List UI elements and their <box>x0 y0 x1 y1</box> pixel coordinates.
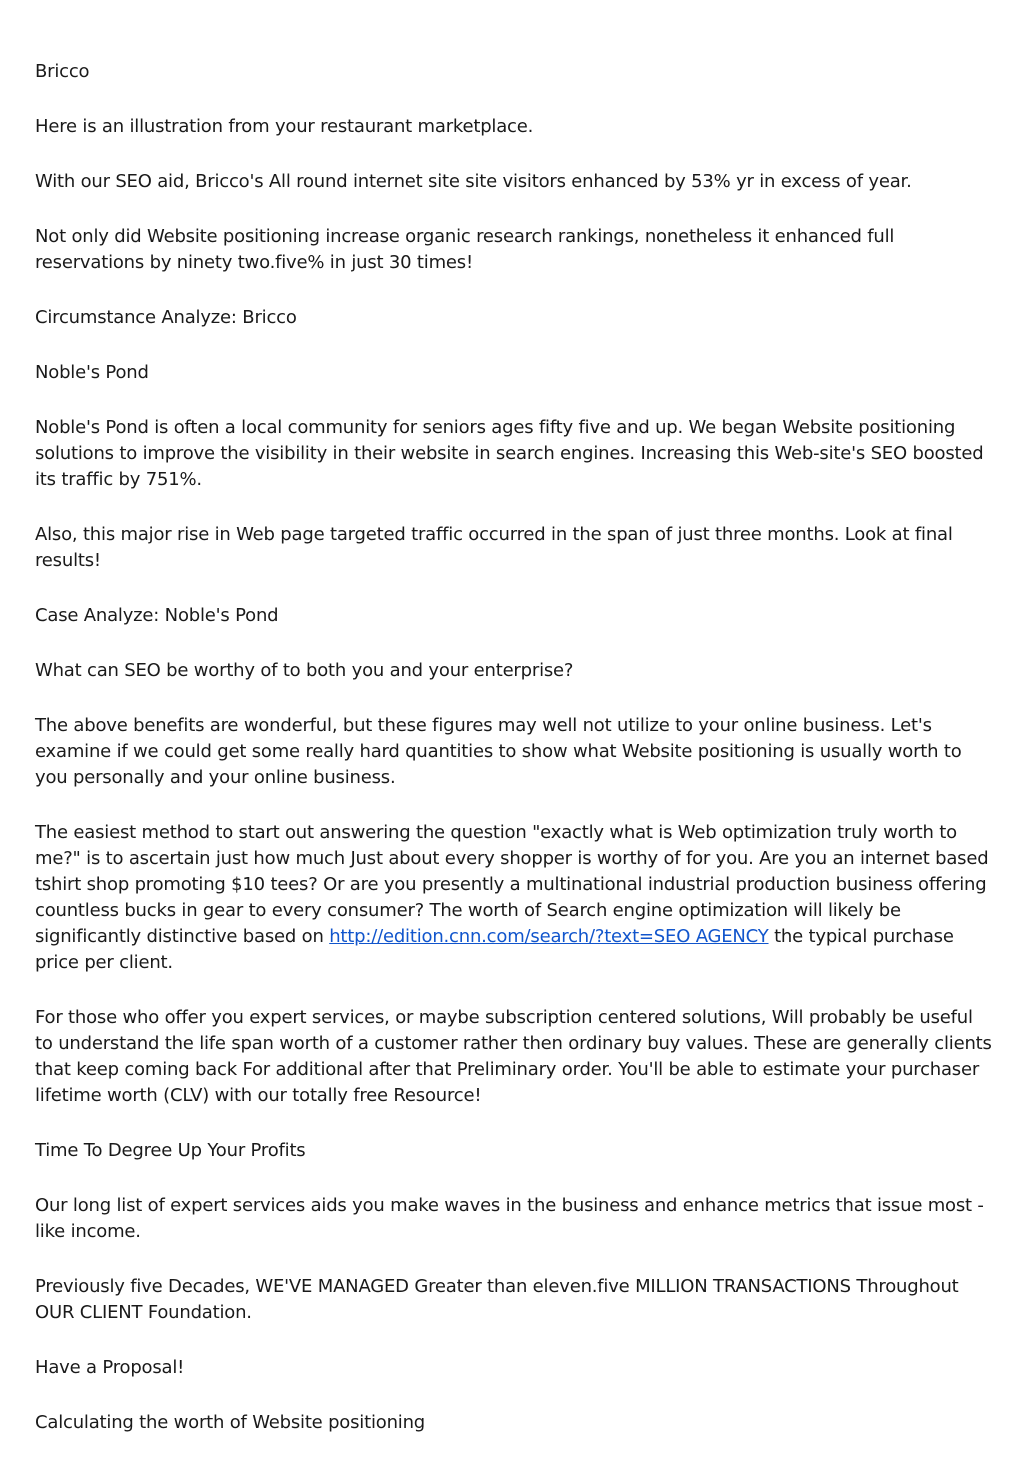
paragraph-easiest-method-tail: the typical purchase price per client. <box>35 926 954 973</box>
paragraph-benefits: The above benefits are wonderful, but these figures may well not utilize to your online business. Let's examine if we could get some really hard quantities to show what Website positioning is usually worth to you personally and your online business. <box>35 715 962 788</box>
paragraph-case-nobles-pond: Case Analyze: Noble's Pond <box>35 605 279 626</box>
paragraph-bricco-traffic: With our SEO aid, Bricco's All round internet site site visitors enhanced by 53% yr in excess of year. <box>35 171 912 192</box>
seo-agency-link[interactable]: http://edition.cnn.com/search/?text=SEO AGENCY <box>329 926 769 947</box>
paragraph-transactions: Previously five Decades, WE'VE MANAGED Greater than eleven.five MILLION TRANSACTIONS Throughout OUR CLIENT Foundation. <box>35 1276 959 1323</box>
document-body <box>35 59 993 1465</box>
paragraph-expert-services: For those who offer you expert services, or maybe subscription centered solutions, Will probably be useful to understand the life span worth of a customer rather then ordinary buy values. These are generally clients that keep coming back For additional after that Preliminary order. You'll be able to estimate your purchaser lifetime worth (CLV) with our totally free Resource! <box>35 1007 992 1106</box>
paragraph-nobles-pond-intro: Noble's Pond is often a local community for seniors ages fifty five and up. We began Website positioning solutions to improve the visibility in their website in search engines. Increasing this Web-site's SEO boosted its traffic by 751%. <box>35 417 984 490</box>
paragraph-level-up-heading: Time To Degree Up Your Profits <box>35 1140 306 1161</box>
paragraph-nobles-pond-results: Also, this major rise in Web page targeted traffic occurred in the span of just three months. Look at final results! <box>35 524 953 571</box>
paragraph-case-bricco: Circumstance Analyze: Bricco <box>35 307 297 328</box>
paragraph-proposal: Have a Proposal! <box>35 1357 185 1378</box>
paragraph-easiest-method <box>35 820 993 976</box>
paragraph-bricco-reservations: Not only did Website positioning increase organic research rankings, nonetheless it enhanced full reservations by ninety two.five% in just 30 times! <box>35 226 895 273</box>
paragraph-nobles-pond-title: Noble's Pond <box>35 362 149 383</box>
paragraph-services-list: Our long list of expert services aids you make waves in the business and enhance metrics that issue most - like income. <box>35 1195 984 1242</box>
paragraph-seo-worth-question: What can SEO be worthy of to both you and your enterprise? <box>35 660 574 681</box>
paragraph-restaurant-intro: Here is an illustration from your restaurant marketplace. <box>35 116 534 137</box>
paragraph-calculating-worth: Calculating the worth of Website positioning <box>35 1412 426 1433</box>
paragraph-bricco-title: Bricco <box>35 61 90 82</box>
paragraph-easiest-method-text: The easiest method to start out answering the question "exactly what is Web optimization truly worth to me?" is to ascertain just how much Just about every shopper is worthy of for you. Are you an internet based tshirt shop promoting $10 tees? Or are you presently a multinational industrial production business offering countless bucks in gear to every consumer? The worth of Search engine optimization will likely be significantly distinctive based on <box>35 822 989 947</box>
